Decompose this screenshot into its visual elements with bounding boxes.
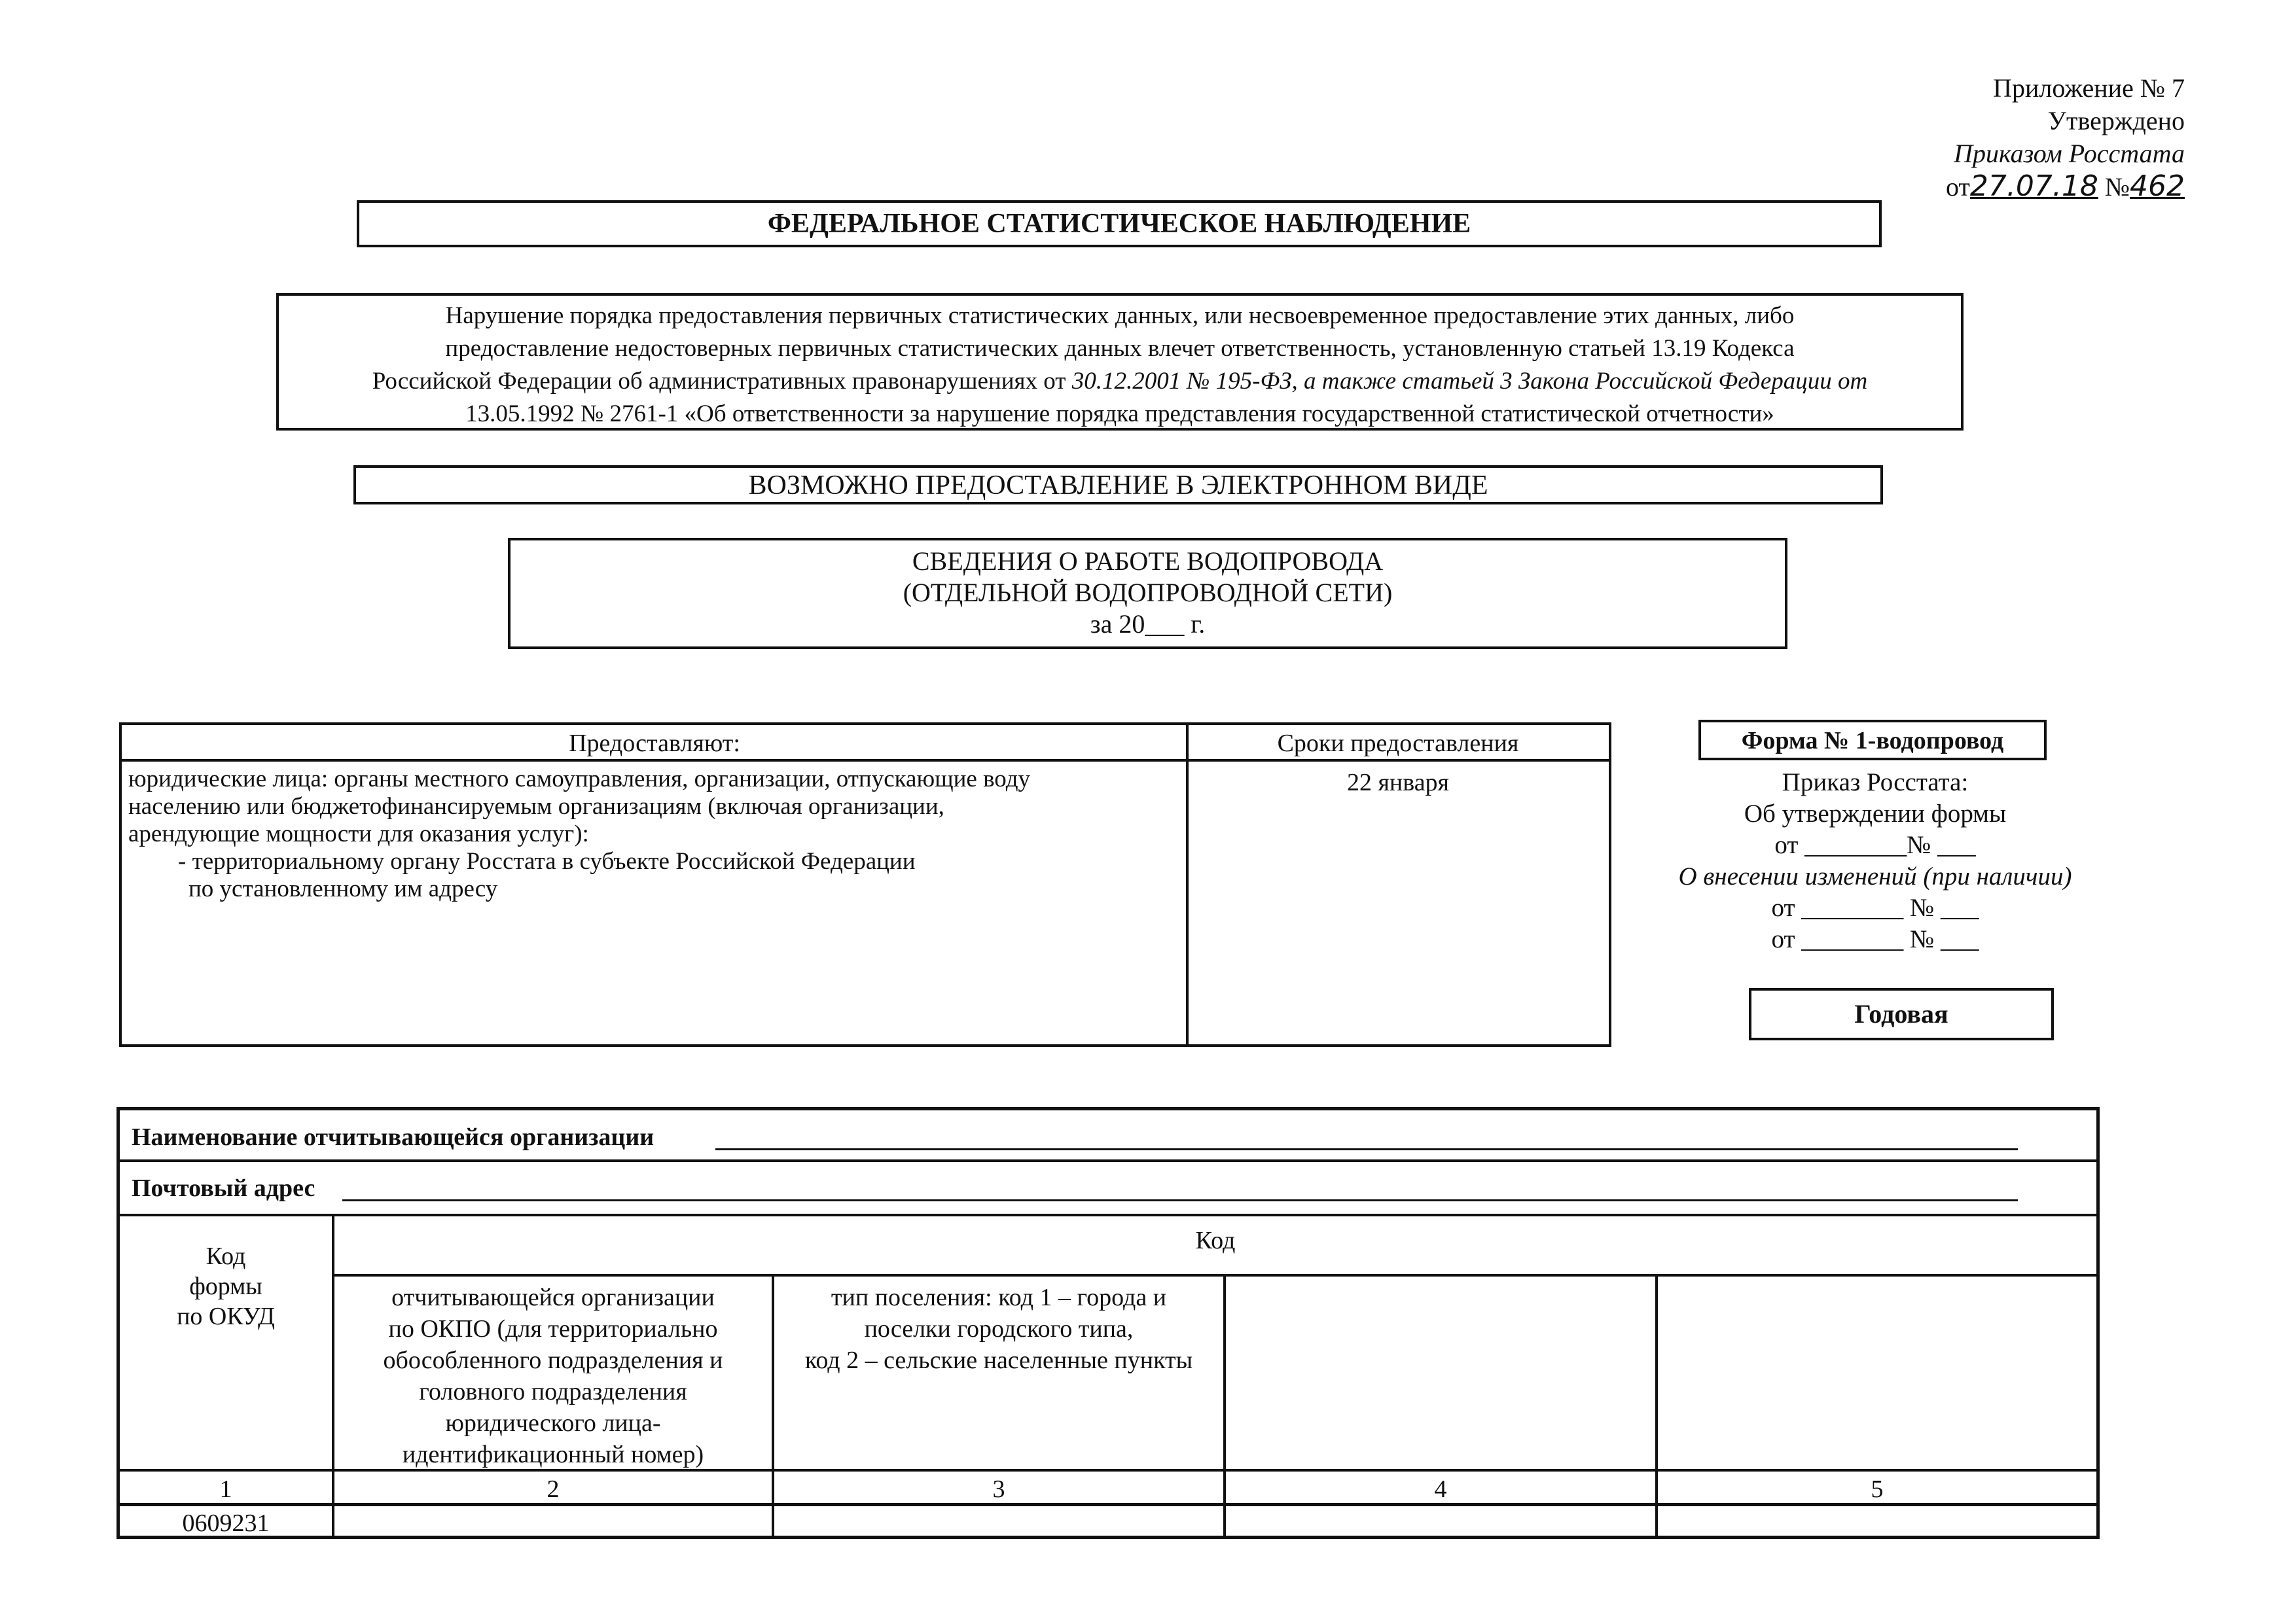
providers-line-5: по установленному им адресу	[188, 875, 498, 902]
okpo-line-3: обособленного подразделения и	[383, 1347, 723, 1374]
postal-address-label: Почтовый адрес	[132, 1174, 315, 1202]
okud-header-line-3: по ОКУД	[177, 1303, 275, 1330]
warning-line-1: Нарушение порядка предоставления первичных статистических данных, или несвоевременное предоставление этих данных, либо	[445, 302, 1795, 329]
appendix-label: Приложение № 7	[1993, 73, 2185, 103]
form-change-date-2: от ________ № ___	[1771, 925, 1979, 953]
form-order-info	[1649, 767, 2101, 955]
title-line-1: СВЕДЕНИЯ О РАБОТЕ ВОДОПРОВОДА	[912, 546, 1384, 576]
warning-line-2: предоставление недостоверных первичных статистических данных влечет ответственность, установленную статьей 13.19 Кодекса	[445, 335, 1795, 362]
title-line-2: (ОТДЕЛЬНОЙ ВОДОПРОВОДНОЙ СЕТИ)	[903, 578, 1393, 607]
form-title	[508, 538, 1787, 649]
form-change-date-1: от ________ № ___	[1771, 894, 1979, 922]
providers-body	[128, 766, 1175, 903]
approval-date-line	[1727, 170, 2185, 203]
okpo-line-6: идентификационный номер)	[402, 1441, 704, 1468]
form-approval-label: Об утверждении формы	[1744, 800, 2007, 828]
col-number-4: 4	[1434, 1475, 1447, 1503]
title-period: за 20___ г.	[1090, 609, 1206, 639]
providers-table	[119, 722, 1611, 1047]
periodicity-box: Годовая	[1749, 988, 2054, 1040]
row-divider	[120, 1159, 2096, 1162]
handwritten-number: 462	[2130, 169, 2185, 203]
settlement-type-header	[774, 1282, 1223, 1376]
warning-line-4: 13.05.1992 № 2761-1 «Об ответственности за нарушение порядка представления государственной статистической отчетности»	[465, 400, 1774, 427]
providers-line-2: населению или бюджетофинансируемым организациям (включая организации,	[128, 793, 944, 820]
approval-block	[1727, 72, 2185, 203]
form-approval-date: от ________№ ___	[1774, 831, 1976, 859]
settlement-line-3: код 2 – сельские населенные пункты	[804, 1347, 1193, 1374]
number-label: №	[2104, 172, 2130, 202]
settlement-line-2: поселки городского типа,	[864, 1315, 1134, 1343]
okud-header-line-1: Код	[206, 1243, 246, 1270]
col5-value-cell[interactable]	[1658, 1506, 2096, 1539]
organization-table	[117, 1107, 2100, 1539]
okpo-header	[334, 1282, 772, 1470]
code-header: Код	[1195, 1227, 1236, 1254]
providers-line-1: юридические лица: органы местного самоуправления, организации, отпускающие воду	[128, 766, 1031, 792]
okud-header-line-2: формы	[189, 1273, 262, 1300]
approved-label: Утверждено	[2047, 106, 2185, 135]
deadline-value: 22 января	[1346, 769, 1450, 796]
col-number-1: 1	[219, 1475, 232, 1503]
okpo-line-2: по ОКПО (для территориально	[388, 1315, 718, 1343]
electronic-submission-banner: ВОЗМОЖНО ПРЕДОСТАВЛЕНИЕ В ЭЛЕКТРОННОМ ВИДЕ	[353, 465, 1883, 504]
okud-header	[120, 1241, 332, 1332]
form-order-label: Приказ Росстата:	[1782, 768, 1969, 796]
row-divider	[120, 1469, 2096, 1472]
okpo-value-cell[interactable]	[334, 1506, 772, 1539]
handwritten-date: 27.07.18	[1969, 169, 2098, 203]
liability-warning	[276, 293, 1964, 431]
postal-address-field[interactable]	[342, 1199, 2018, 1201]
warning-line-3a: Российской Федерации об административных правонарушениях от	[372, 368, 1072, 395]
providers-header: Предоставляют:	[122, 725, 1187, 762]
order-label: Приказом Росстата	[1954, 139, 2185, 168]
providers-line-4: - территориальному органу Росстата в субъекте Российской Федерации	[178, 848, 916, 875]
col4-value-cell[interactable]	[1226, 1506, 1655, 1539]
col-number-2: 2	[547, 1475, 560, 1503]
warning-line-3b: 30.12.2001 № 195-ФЗ, а также статьей 3 Закона Российской Федерации от	[1071, 368, 1868, 395]
federal-observation-header: ФЕДЕРАЛЬНОЕ СТАТИСТИЧЕСКОЕ НАБЛЮДЕНИЕ	[357, 200, 1882, 247]
org-name-label: Наименование отчитывающейся организации	[132, 1123, 655, 1151]
date-prefix: от	[1945, 172, 1970, 202]
org-name-field[interactable]	[715, 1148, 2018, 1150]
row-divider	[332, 1274, 2096, 1277]
settlement-line-1: тип поселения: код 1 – города и	[831, 1284, 1167, 1311]
okud-code-value: 0609231	[182, 1509, 270, 1537]
col-number-3: 3	[992, 1475, 1005, 1503]
form-changes-label: О внесении изменений (при наличии)	[1678, 862, 2072, 891]
row-divider	[120, 1214, 2096, 1216]
col-number-5: 5	[1871, 1475, 1884, 1503]
deadline-header: Сроки предоставления	[1187, 725, 1609, 762]
form-number-box: Форма № 1-водопровод	[1698, 720, 2047, 760]
okpo-line-1: отчитывающейся организации	[391, 1284, 715, 1311]
providers-line-3: арендующие мощности для оказания услуг):	[128, 821, 589, 847]
warning-line-3	[292, 365, 1948, 398]
okpo-line-4: головного подразделения	[419, 1378, 687, 1405]
settlement-type-value-cell[interactable]	[774, 1506, 1223, 1539]
okpo-line-5: юридического лица-	[445, 1409, 661, 1437]
